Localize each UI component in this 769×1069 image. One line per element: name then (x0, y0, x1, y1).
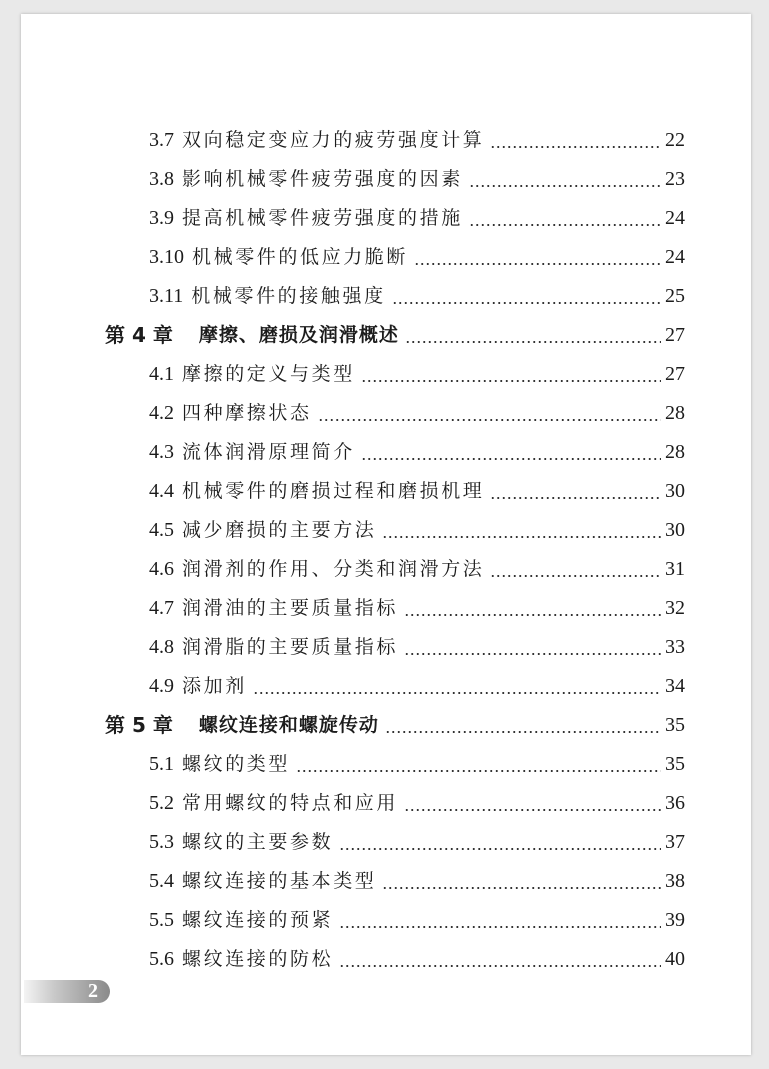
section-title: 提高机械零件疲劳强度的措施 (182, 207, 463, 229)
section-title: 润滑剂的作用、分类和润滑方法 (182, 558, 485, 580)
page-number: 37 (665, 831, 685, 853)
page-number: 35 (665, 714, 685, 736)
section-title: 螺纹的主要参数 (182, 831, 334, 853)
section-number: 4.5 (149, 519, 174, 541)
section-title: 四种摩擦状态 (182, 402, 312, 424)
section-title: 常用螺纹的特点和应用 (182, 792, 399, 814)
section-number: 5.1 (149, 753, 174, 775)
section-number: 3.9 (149, 207, 174, 229)
toc-entry[interactable] (149, 242, 685, 272)
chapter-title: 摩擦、磨损及润滑概述 (198, 324, 399, 346)
page-number: 25 (665, 285, 685, 307)
section-title: 流体润滑原理简介 (182, 441, 355, 463)
section-number: 4.9 (149, 675, 174, 697)
dot-leader (469, 168, 661, 188)
toc-entry[interactable] (149, 125, 685, 155)
section-number: 3.8 (149, 168, 174, 190)
toc-entry[interactable] (149, 164, 685, 194)
toc-entry[interactable] (149, 203, 685, 233)
dot-leader (404, 792, 661, 812)
toc-chapter-entry[interactable] (105, 320, 685, 350)
section-number: 5.2 (149, 792, 174, 814)
section-number: 4.4 (149, 480, 174, 502)
section-title: 螺纹连接的预紧 (182, 909, 334, 931)
section-title: 机械零件的磨损过程和磨损机理 (182, 480, 485, 502)
page-number: 30 (665, 519, 685, 541)
toc-entry[interactable] (149, 476, 685, 506)
section-title: 添加剂 (182, 675, 247, 697)
section-title: 双向稳定变应力的疲劳强度计算 (182, 129, 485, 151)
section-number: 5.5 (149, 909, 174, 931)
section-number: 5.4 (149, 870, 174, 892)
section-number: 4.2 (149, 402, 174, 424)
dot-leader (385, 714, 661, 734)
section-number: 5.6 (149, 948, 174, 970)
toc-entry[interactable] (149, 593, 685, 623)
section-number: 4.6 (149, 558, 174, 580)
section-title: 润滑脂的主要质量指标 (182, 636, 399, 658)
page-number: 28 (665, 402, 685, 424)
page-number: 24 (665, 207, 685, 229)
section-number: 3.10 (149, 246, 184, 268)
page-number: 36 (665, 792, 685, 814)
page-number: 32 (665, 597, 685, 619)
toc-entry[interactable] (149, 866, 685, 896)
toc-entry[interactable] (149, 515, 685, 545)
document-page (21, 14, 751, 1055)
section-title: 影响机械零件疲劳强度的因素 (182, 168, 463, 190)
section-title: 螺纹的类型 (182, 753, 291, 775)
page-number: 30 (665, 480, 685, 502)
dot-leader (318, 402, 661, 422)
page-number: 27 (665, 363, 685, 385)
dot-leader (339, 831, 661, 851)
dot-leader (361, 441, 661, 461)
section-title: 螺纹连接的防松 (182, 948, 334, 970)
page-number: 27 (665, 324, 685, 346)
page-folio-tab (24, 980, 110, 1003)
section-title: 螺纹连接的基本类型 (182, 870, 377, 892)
dot-leader (490, 558, 661, 578)
toc-entry[interactable] (149, 788, 685, 818)
toc-entry[interactable] (149, 905, 685, 935)
chapter-title: 螺纹连接和螺旋传动 (198, 714, 379, 736)
dot-leader (339, 948, 661, 968)
page-number: 22 (665, 129, 685, 151)
page-number: 34 (665, 675, 685, 697)
toc-entry[interactable] (149, 554, 685, 584)
folio-page-number: 2 (88, 980, 98, 1002)
toc-entry[interactable] (149, 827, 685, 857)
section-title: 减少磨损的主要方法 (182, 519, 377, 541)
page-number: 35 (665, 753, 685, 775)
table-of-contents (21, 14, 751, 1055)
section-title: 机械零件的低应力脆断 (192, 246, 409, 268)
toc-chapter-entry[interactable] (105, 710, 685, 740)
section-number: 5.3 (149, 831, 174, 853)
toc-entry[interactable] (149, 398, 685, 428)
dot-leader (404, 636, 661, 656)
dot-leader (405, 324, 661, 344)
dot-leader (490, 129, 661, 149)
section-number: 4.3 (149, 441, 174, 463)
dot-leader (296, 753, 661, 773)
dot-leader (361, 363, 661, 383)
dot-leader (404, 597, 661, 617)
dot-leader (392, 285, 661, 305)
dot-leader (339, 909, 661, 929)
page-number: 23 (665, 168, 685, 190)
section-title: 摩擦的定义与类型 (182, 363, 355, 385)
section-number: 3.11 (149, 285, 184, 307)
dot-leader (253, 675, 661, 695)
toc-entry[interactable] (149, 632, 685, 662)
chapter-number: 第 4 章 (105, 323, 173, 347)
chapter-number: 第 5 章 (105, 713, 173, 737)
toc-entry[interactable] (149, 749, 685, 779)
toc-entry[interactable] (149, 944, 685, 974)
toc-entry[interactable] (149, 437, 685, 467)
section-title: 润滑油的主要质量指标 (182, 597, 399, 619)
section-number: 3.7 (149, 129, 174, 151)
dot-leader (382, 519, 661, 539)
toc-entry[interactable] (149, 671, 685, 701)
dot-leader (382, 870, 661, 890)
page-number: 24 (665, 246, 685, 268)
section-number: 4.7 (149, 597, 174, 619)
section-number: 4.1 (149, 363, 174, 385)
section-number: 4.8 (149, 636, 174, 658)
section-title: 机械零件的接触强度 (191, 285, 386, 307)
page-number: 28 (665, 441, 685, 463)
page-number: 38 (665, 870, 685, 892)
toc-entry[interactable] (149, 281, 685, 311)
page-number: 40 (665, 948, 685, 970)
page-number: 39 (665, 909, 685, 931)
dot-leader (414, 246, 661, 266)
dot-leader (469, 207, 661, 227)
page-number: 33 (665, 636, 685, 658)
page-number: 31 (665, 558, 685, 580)
toc-entry[interactable] (149, 359, 685, 389)
dot-leader (490, 480, 661, 500)
